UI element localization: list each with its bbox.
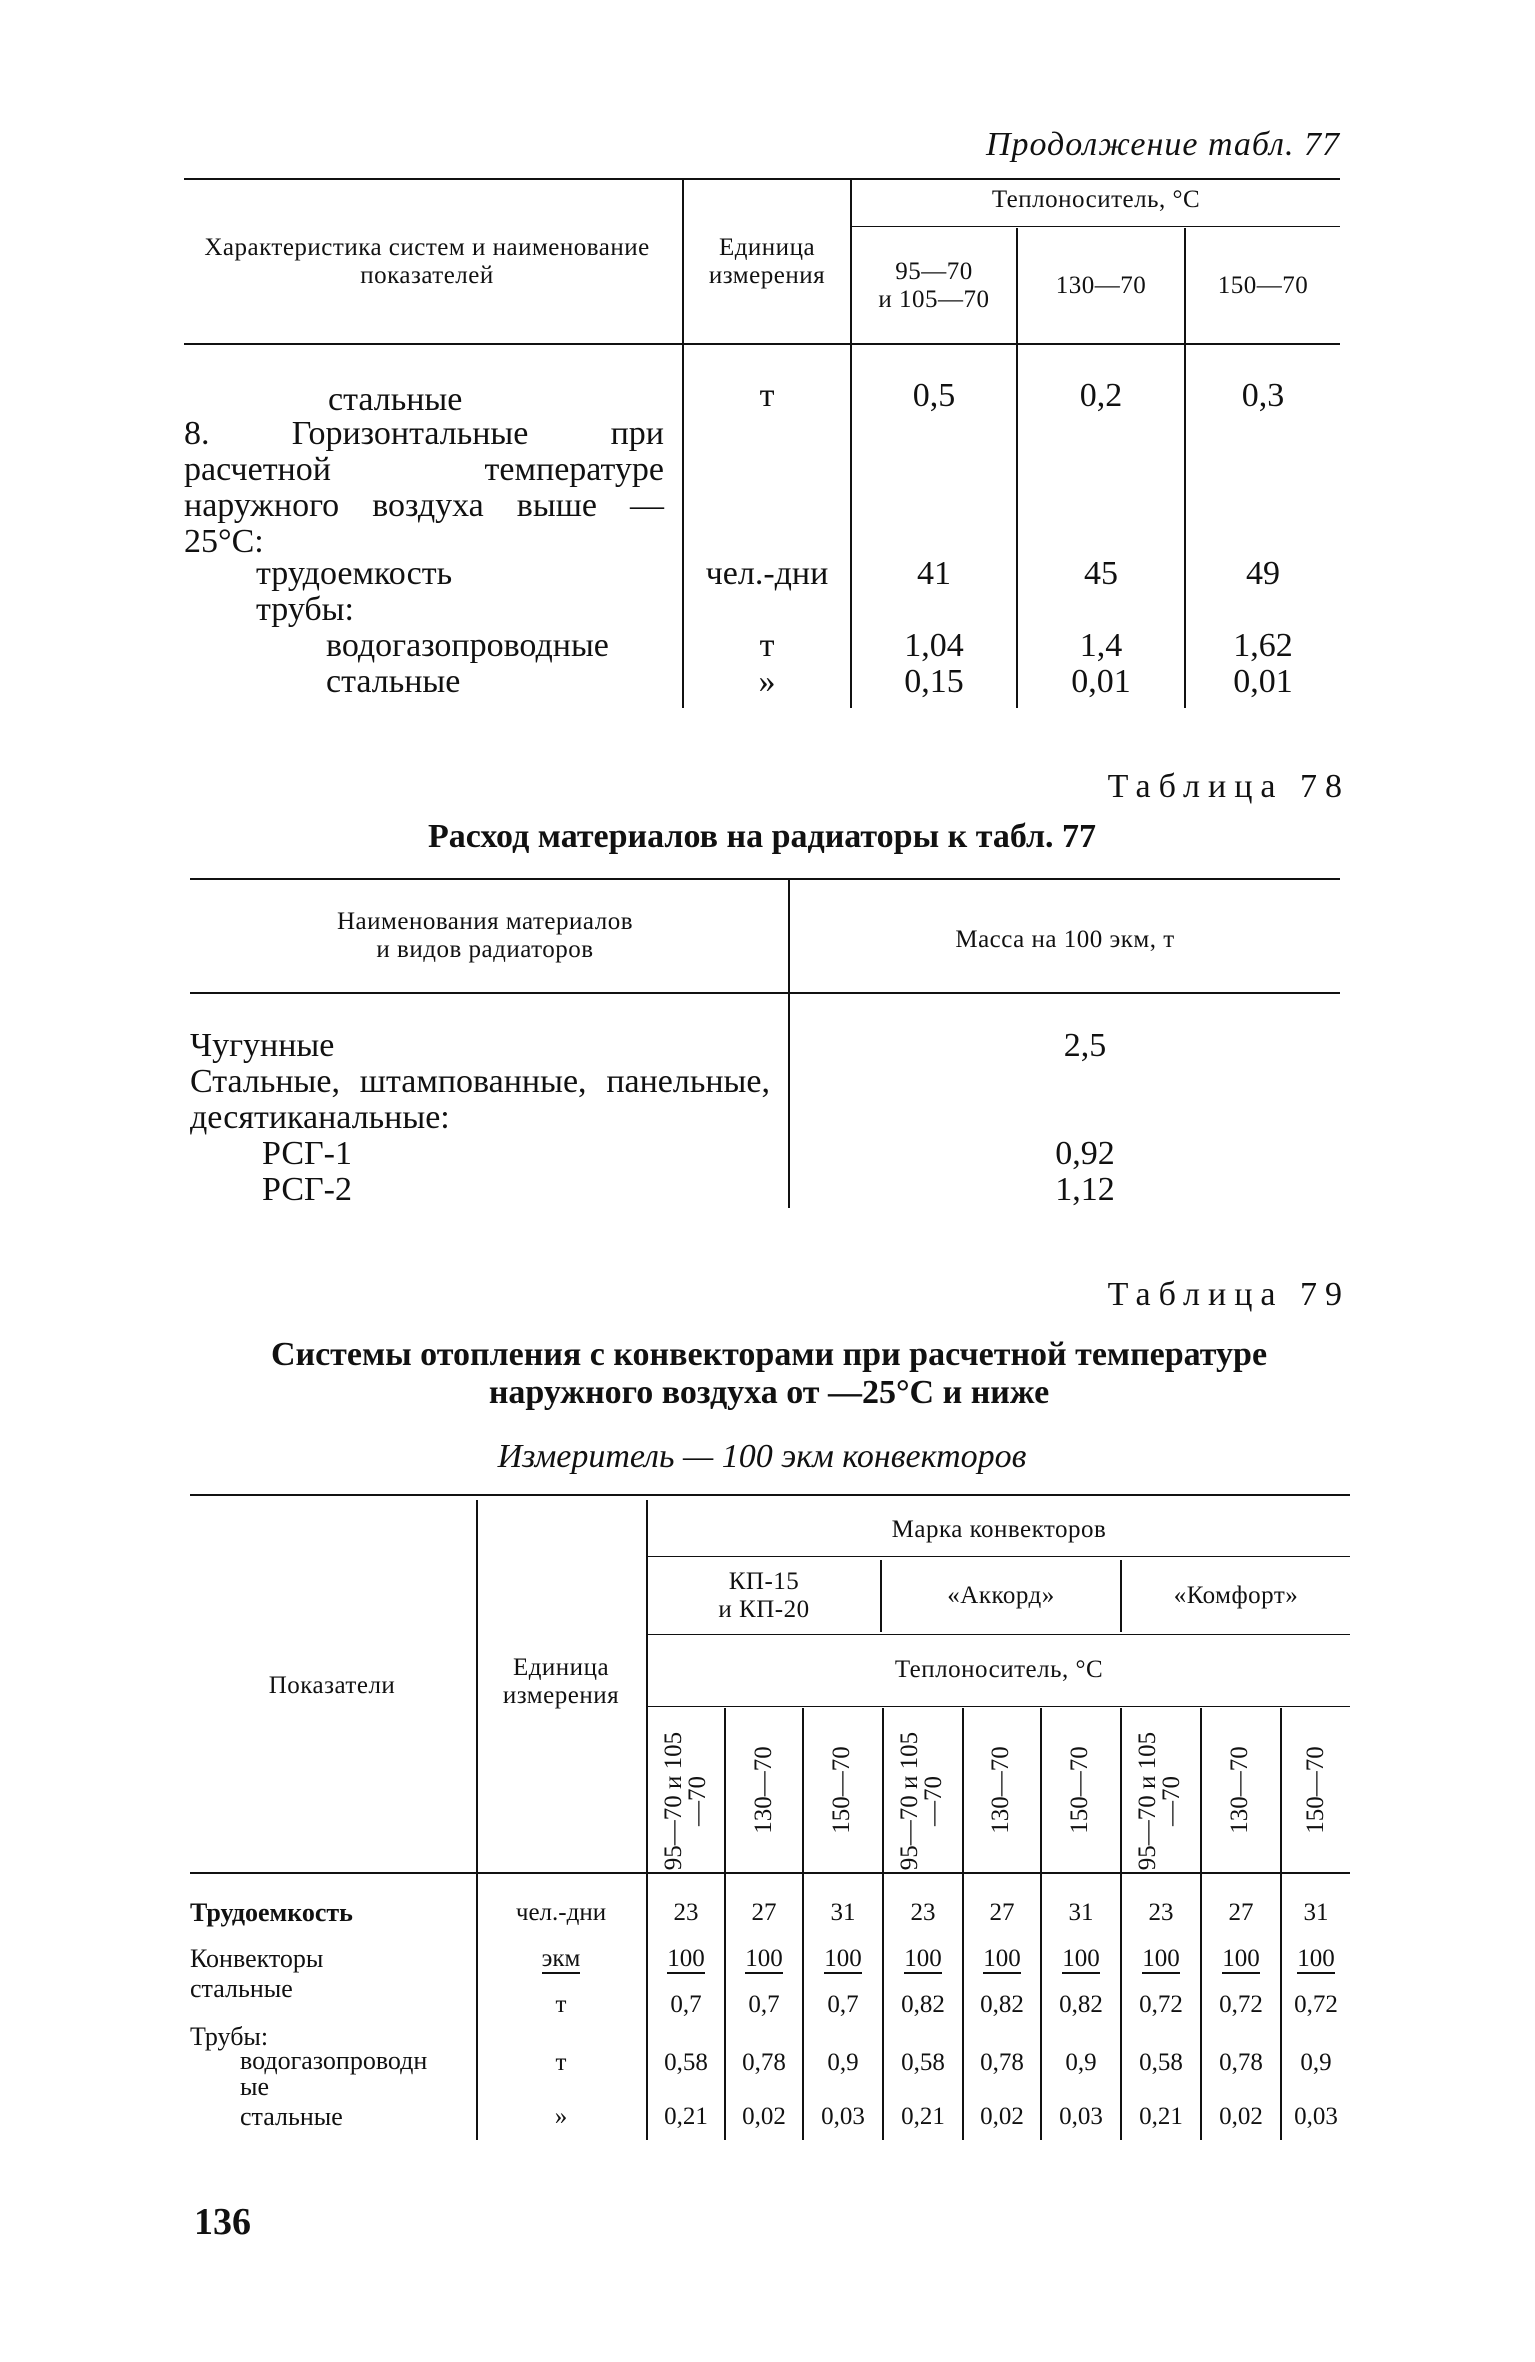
t79-row-label: Трудоемкость <box>190 1898 353 1927</box>
t79-cell-value: 100 <box>1222 1945 1260 1972</box>
t79-cell-value: 100 <box>904 1945 942 1972</box>
t79-cell: 0,72 <box>1219 1991 1263 2018</box>
t79-row-label: стальные <box>190 1974 293 2003</box>
t79-cell: 0,82 <box>980 1991 1024 2018</box>
t78-header-bottom-rule <box>190 992 1340 994</box>
t79-vline-a <box>476 1500 478 2140</box>
t79-top-rule <box>190 1494 1350 1496</box>
t77-cell: 0,15 <box>904 663 964 700</box>
t77-row-label: трудоемкость <box>256 555 453 592</box>
t78-cell: 0,92 <box>1055 1135 1115 1172</box>
t79-cell <box>804 1944 882 1974</box>
t79-cell-value: 100 <box>667 1945 705 1972</box>
t79-cell: 0,9 <box>1300 2049 1332 2076</box>
t79-row-unit <box>478 1944 644 1974</box>
t77-cell: 0,3 <box>1241 377 1285 414</box>
t77-row-label: 8. Горизонтальные при расчетной температуре наружного воздуха выше —25°С: <box>184 415 664 560</box>
t79-cell: 0,82 <box>1059 1991 1103 2018</box>
t77-header-c1: 95—70 и 105—70 <box>878 258 990 313</box>
t79-cell: 0,21 <box>664 2103 708 2130</box>
t79-cell: 0,72 <box>1139 1991 1183 2018</box>
t77-header-unit: Единица измерения <box>708 234 826 289</box>
t77-row-unit: » <box>758 663 776 700</box>
t77-cell: 0,5 <box>912 377 956 414</box>
t79-cell: 0,78 <box>742 2049 786 2076</box>
t77-top-rule <box>184 178 1340 180</box>
t79-cell: 0,7 <box>827 1991 859 2018</box>
t79-temp-header: 150—70 <box>828 1746 855 1834</box>
t79-cell <box>1202 1944 1280 1974</box>
t78-header-mass: Масса на 100 экм, т <box>955 926 1175 953</box>
t79-cell: 0,9 <box>827 2049 859 2076</box>
t77-row-unit: чел.-дни <box>705 555 829 592</box>
t79-cell: 31 <box>1068 1899 1094 1926</box>
t79-temp-header: 150—70 <box>1066 1746 1093 1834</box>
t79-cell: 27 <box>989 1899 1015 1926</box>
t77-header-bottom-rule <box>184 343 1340 345</box>
t79-brandnames-rule <box>648 1634 1350 1635</box>
t79-header-b1: КП-15 и КП-20 <box>718 1568 810 1623</box>
page-number: 136 <box>194 2201 251 2243</box>
t78-header-material: Наименования материалов и видов радиаторов <box>337 908 633 963</box>
t79-row-unit: т <box>555 1991 567 2018</box>
t78-row-label: РСГ-2 <box>262 1171 352 1208</box>
t78-top-rule <box>190 878 1340 880</box>
t79-cell: 0,02 <box>742 2103 786 2130</box>
t77-row-label: стальные <box>326 663 461 700</box>
t77-row-label: стальные <box>328 381 463 418</box>
t79-cell-value: 100 <box>1062 1945 1100 1972</box>
t77-cell: 41 <box>917 555 951 592</box>
t79-cell <box>1122 1944 1200 1974</box>
t79-header-indicators: Показатели <box>268 1672 396 1699</box>
t79-row-unit: т <box>555 2049 567 2076</box>
t77-cell: 0,01 <box>1233 663 1293 700</box>
t79-cell: 0,58 <box>901 2049 945 2076</box>
t79-cell: 23 <box>1148 1899 1174 1926</box>
t79-header-coolant: Теплоноситель, °С <box>894 1656 1104 1683</box>
t79-subtitle: Измеритель — 100 экм конвекторов <box>497 1438 1027 1475</box>
t79-cell: 0,58 <box>664 2049 708 2076</box>
t79-cell: 0,82 <box>901 1991 945 2018</box>
t79-cell <box>1042 1944 1120 1974</box>
t79-temp-header: 130—70 <box>987 1746 1014 1834</box>
t79-cell: 0,03 <box>821 2103 865 2130</box>
t79-cell: 31 <box>830 1899 856 1926</box>
continuation-label: Продолжение табл. 77 <box>985 126 1340 163</box>
t79-cell: 0,78 <box>1219 2049 1263 2076</box>
t79-cell <box>1282 1944 1350 1974</box>
t77-row-unit: т <box>759 627 775 664</box>
t78-cell: 1,12 <box>1055 1171 1115 1208</box>
t79-temp-header: 130—70 <box>1226 1746 1253 1834</box>
t79-cell: 31 <box>1303 1899 1329 1926</box>
t79-cell: 0,7 <box>748 1991 780 2018</box>
t77-header-c3: 150—70 <box>1217 272 1309 299</box>
t79-cell-value: 100 <box>824 1945 862 1972</box>
t79-cell-value: 100 <box>1142 1945 1180 1972</box>
t79-row-label: водогазопроводные <box>240 2046 428 2101</box>
t79-title: Системы отопления с конвекторами при расчетной температуре наружного воздуха от —25°С и ниже <box>270 1336 1268 1411</box>
t79-cell-value: 100 <box>745 1945 783 1972</box>
t79-cell: 0,9 <box>1065 2049 1097 2076</box>
t79-row-label: Трубы: <box>190 2022 269 2051</box>
t79-row-label: Конвекторы <box>190 1944 324 1973</box>
t79-header-brand: Марка конвекторов <box>891 1516 1107 1543</box>
t79-cell <box>726 1944 802 1974</box>
t79-cell: 27 <box>1228 1899 1254 1926</box>
t79-row-unit: » <box>554 2103 568 2130</box>
t77-cell: 49 <box>1246 555 1280 592</box>
t79-cell: 0,02 <box>1219 2103 1263 2130</box>
t77-cell: 1,04 <box>904 627 964 664</box>
t77-header-c2: 130—70 <box>1055 272 1147 299</box>
t79-header-b3: «Комфорт» <box>1173 1582 1299 1609</box>
t79-cell <box>648 1944 724 1974</box>
t79-cell <box>964 1944 1040 1974</box>
t77-header-coolant: Теплоноситель, °С <box>991 186 1201 213</box>
t79-temp-header: 95—70 и 105—70 <box>896 1731 947 1871</box>
t77-row-label: водогазопроводные <box>326 627 609 664</box>
t79-row-unit: чел.-дни <box>515 1899 607 1926</box>
t79-temp-header: 130—70 <box>750 1746 777 1834</box>
t79-cell: 0,7 <box>670 1991 702 2018</box>
t77-header-characteristic: Характеристика систем и наименование показателей <box>204 234 650 289</box>
t79-cell-value: 100 <box>983 1945 1021 1972</box>
t77-cell: 1,62 <box>1233 627 1293 664</box>
t79-temp-header: 150—70 <box>1302 1746 1329 1834</box>
t79-unit-underlined: экм <box>541 1945 581 1972</box>
t79-label: Таблица 79 <box>1107 1276 1350 1313</box>
t78-title: Расход материалов на радиаторы к табл. 77 <box>427 818 1097 855</box>
t79-cell: 27 <box>751 1899 777 1926</box>
t77-vline-1 <box>682 178 684 708</box>
t79-cell: 0,58 <box>1139 2049 1183 2076</box>
t79-cell: 23 <box>673 1899 699 1926</box>
t79-cell-value: 100 <box>1297 1945 1335 1972</box>
t79-cell: 0,21 <box>1139 2103 1183 2130</box>
t77-coolant-rule <box>852 226 1340 227</box>
t78-row-label: Чугунные <box>190 1027 335 1064</box>
t79-cell: 0,03 <box>1059 2103 1103 2130</box>
t79-coolant-rule <box>648 1706 1350 1707</box>
t78-row-label: Стальные, штампованные, панельные, десятиканальные: <box>190 1063 770 1136</box>
t77-cell: 1,4 <box>1079 627 1123 664</box>
t78-cell: 2,5 <box>1063 1027 1107 1064</box>
t79-cell: 0,21 <box>901 2103 945 2130</box>
t78-row-label: РСГ-1 <box>262 1135 352 1172</box>
t79-header-b2: «Аккорд» <box>947 1582 1055 1609</box>
t77-row-unit: т <box>759 377 775 414</box>
t79-cell: 0,78 <box>980 2049 1024 2076</box>
t79-cell: 0,72 <box>1294 1991 1338 2018</box>
t77-cell: 0,2 <box>1079 377 1123 414</box>
t79-temp-header: 95—70 и 105—70 <box>1134 1731 1185 1871</box>
t79-cell <box>884 1944 962 1974</box>
t79-cell: 0,02 <box>980 2103 1024 2130</box>
t79-header-unit: Единица измерения <box>502 1654 620 1709</box>
t79-cell: 23 <box>910 1899 936 1926</box>
t77-cell: 45 <box>1084 555 1118 592</box>
t77-cell: 0,01 <box>1071 663 1131 700</box>
t79-brand-rule <box>648 1556 1350 1557</box>
t79-row-label: стальные <box>240 2102 343 2131</box>
t78-label: Таблица 78 <box>1107 768 1350 805</box>
t79-temp-header: 95—70 и 105—70 <box>660 1731 711 1871</box>
t77-row-label: трубы: <box>256 591 354 628</box>
t79-cell: 0,03 <box>1294 2103 1338 2130</box>
